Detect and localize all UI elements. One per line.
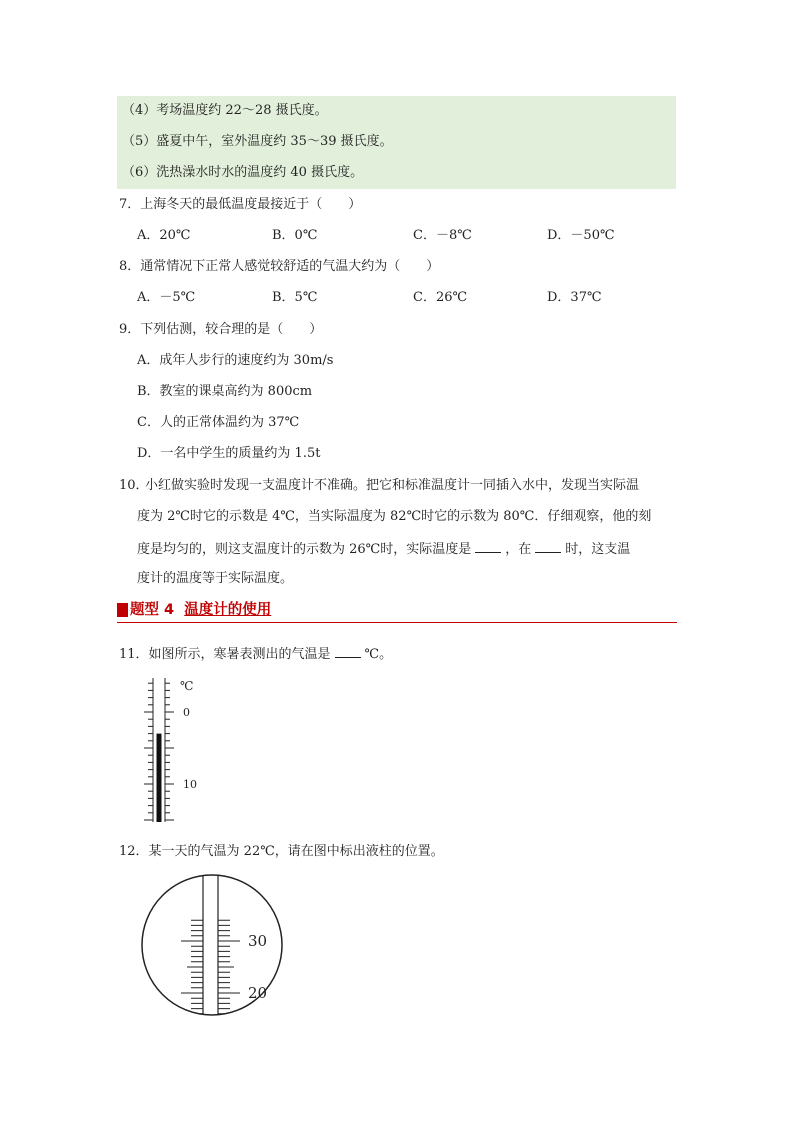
q9-stem: 9．下列估测，较合理的是（ ） xyxy=(119,322,323,337)
q8-option-c: C．26℃ xyxy=(413,290,468,305)
q7-option-d: D．－50℃ xyxy=(547,228,615,243)
q10-text-line1: 小红做实验时发现一支温度计不准确。把它和标准温度计一同插入水中，发现当实际温 xyxy=(145,478,640,493)
section-marker xyxy=(117,603,128,617)
q11-thermometer-figure xyxy=(138,672,218,827)
section-heading-text xyxy=(130,600,271,620)
q10-text-part3: 时，这支温 xyxy=(565,542,631,557)
tip-line-5: （5）盛夏中午，室外温度约 35～39 摄氏度。 xyxy=(122,134,393,149)
q8-option-d: D．37℃ xyxy=(547,290,602,305)
q11-stem-a: 11．如图所示，寒暑表测出的气温是 xyxy=(119,647,331,662)
section-header xyxy=(117,600,677,623)
q9-option-a: A．成年人步行的速度约为 30m/s xyxy=(137,353,334,368)
q8-option-b: B．5℃ xyxy=(272,290,318,305)
q10-number: 10． xyxy=(119,478,149,493)
q7-option-a: A．20℃ xyxy=(137,228,191,243)
q10-text-line3 xyxy=(137,538,630,560)
thermometer-label-thirty: 30 xyxy=(248,932,268,950)
thermometer-label-zero: 0 xyxy=(183,706,190,719)
q11-blank[interactable] xyxy=(335,643,361,658)
q7-option-c: C．－8℃ xyxy=(413,228,472,243)
tip-line-6: （6）洗热澡水时水的温度约 40 摄氏度。 xyxy=(122,165,364,180)
q11-stem xyxy=(119,643,392,665)
thermometer-liquid-column xyxy=(157,734,162,822)
thermometer-unit: ℃ xyxy=(180,679,194,693)
section-title: 温度计的使用 xyxy=(184,602,272,618)
thermometer-label-twenty: 20 xyxy=(248,984,268,1002)
q9-option-d: D．一名中学生的质量约为 1.5t xyxy=(137,446,321,461)
q7-stem: 7．上海冬天的最低温度最接近于（ ） xyxy=(119,197,362,212)
q10-blank-2[interactable] xyxy=(535,538,561,553)
q11-stem-b: ℃。 xyxy=(364,647,393,662)
q10-text-line2: 度为 2℃时它的示数是 4℃，当实际温度为 82℃时它的示数为 80℃．仔细观察，他的刻 xyxy=(137,509,652,524)
q9-option-c: C．人的正常体温约为 37℃ xyxy=(137,415,300,430)
q9-option-b: B．教室的课桌高约为 800cm xyxy=(137,384,313,399)
tip-line-4: （4）考场温度约 22～28 摄氏度。 xyxy=(122,103,328,118)
q7-option-b: B．0℃ xyxy=(272,228,318,243)
q8-stem: 8．通常情况下正常人感觉较舒适的气温大约为（ ） xyxy=(119,259,440,274)
section-label: 题型 4 xyxy=(130,602,175,618)
q10-text-line4: 度计的温度等于实际温度。 xyxy=(137,571,294,586)
q10-blank-1[interactable] xyxy=(475,538,501,553)
thermometer-label-ten: 10 xyxy=(183,778,197,791)
q12-thermometer-figure xyxy=(138,870,288,1020)
q10-text-part2: ，在 xyxy=(505,542,532,557)
q8-option-a: A．－5℃ xyxy=(137,290,196,305)
q12-stem: 12．某一天的气温为 22℃，请在图中标出液柱的位置。 xyxy=(119,844,444,859)
q10-text-part1: 度是均匀的，则这支温度计的示数为 26℃时，实际温度是 xyxy=(137,542,472,557)
